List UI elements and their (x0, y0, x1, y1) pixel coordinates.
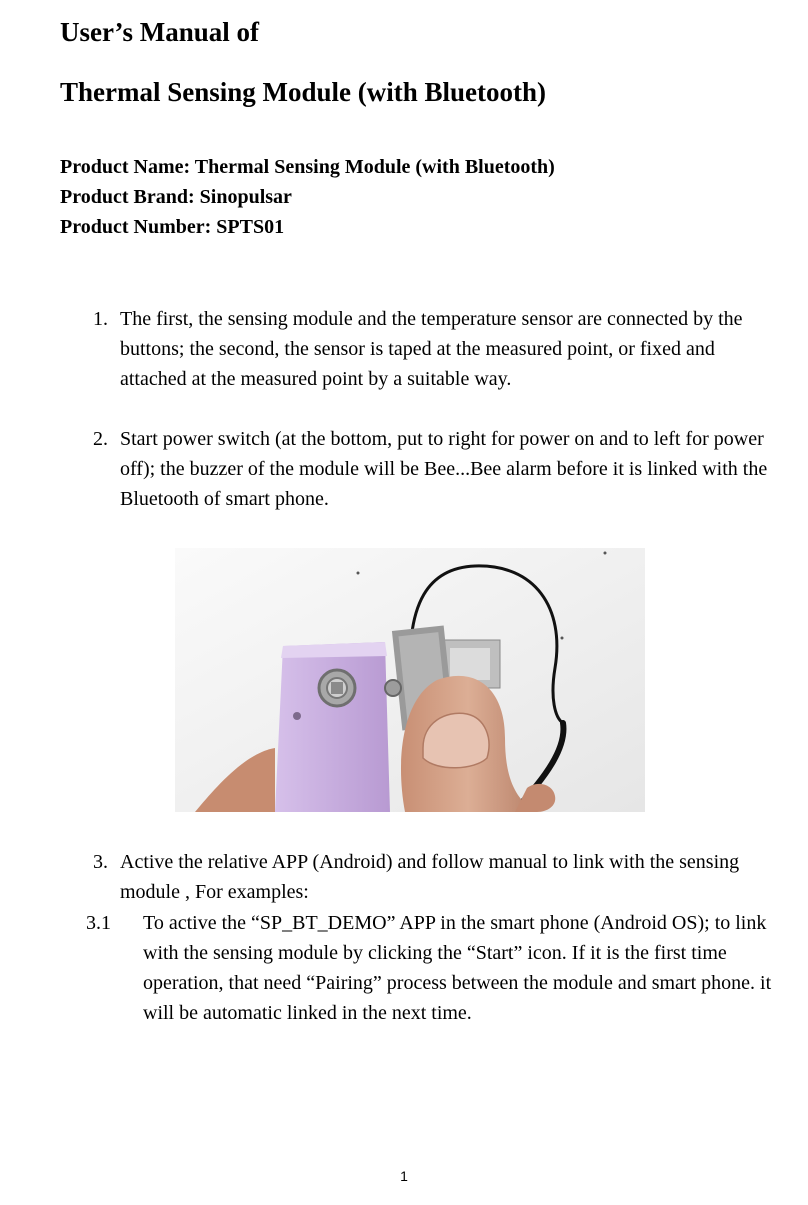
step-3-text: Active the relative APP (Android) and follow manual to link with the sensing module , For examples: (120, 851, 740, 903)
product-number: Product Number: SPTS01 (60, 216, 285, 238)
product-name: Product Name: Thermal Sensing Module (with Bluetooth) (60, 156, 555, 178)
substep-3-1-text: To active the “SP_BT_DEMO” APP in the smart phone (Android OS); to link with the sensing module by clicking the “Start” icon. If it is the first time operation, that need “Pairing” process between the module and smart phone. it will be automatic linked in the next time. (143, 912, 772, 1024)
step-2-text: Start power switch (at the bottom, put to right for power on and to left for power off); the buzzer of the module will be Bee...Bee alarm before it is linked with the Bluetooth of smart phone. (120, 428, 768, 510)
page-number: 1 (400, 1168, 408, 1184)
product-brand: Product Brand: Sinopulsar (60, 186, 292, 208)
document-title-line-1: User’s Manual of (60, 17, 259, 47)
document-title-line-2: Thermal Sensing Module (with Bluetooth) (60, 77, 547, 107)
step-3-number: 3. (93, 851, 108, 873)
step-1-number: 1. (93, 308, 108, 330)
product-photo (175, 548, 645, 812)
step-1-text: The first, the sensing module and the temperature sensor are connected by the buttons; the second, the sensor is taped at the measured point, or fixed and attached at the measured point by a suitable way. (120, 308, 743, 390)
substep-3-1-number: 3.1 (86, 912, 111, 934)
step-2-number: 2. (93, 428, 108, 450)
